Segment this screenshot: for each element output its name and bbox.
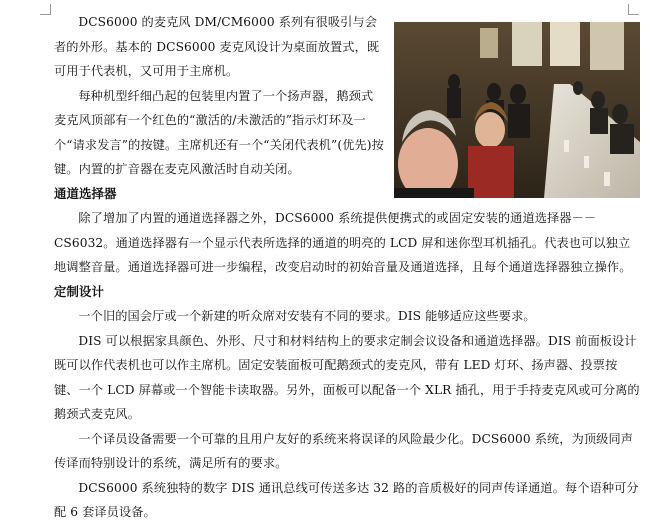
- custom-design-paragraph-3: 一个译员设备需要一个可靠的且用户友好的系统来将误译的风险最少化。DCS6000 系统，为顶级同声传译而特别设计的系统，满足所有的要求。: [54, 431, 634, 470]
- section-heading-channel-selector: 通道选择器: [54, 185, 117, 201]
- custom-design-paragraph-2: DIS 可以根据家具颜色、外形、尺寸和材料结构上的要求定制会议设备和通道选择器。DIS 前面板设计既可以作代表机也可以作主席机。固定安装面板可配鹅颈式的麦克风，带有 LED 灯环、扬声器、投票按键、一个 LCD 屏幕或一个智能卡读取器。另外，面板可以配备一个 XLR 插孔，用于手持麦克风或可分离的鹅颈式麦克风。: [54, 333, 640, 421]
- custom-design-paragraph-1: 一个旧的国会厅或一个新建的听众席对安装有不同的要求。DIS 能够适应这些要求。: [78, 309, 536, 323]
- section-heading-custom-design: 定制设计: [54, 283, 104, 299]
- document-body: [54, 10, 640, 525]
- page-corner-mark-left: [40, 4, 51, 15]
- channel-selector-paragraph: 除了增加了内置的通道选择器之外，DCS6000 系统提供便携式的或固定安装的通道选择器－－CS6032。通道选择器有一个显示代表所选择的通道的明亮的 LCD 屏和迷你型耳机插孔。代表也可以独立地调整音量。通道选择器可进一步编程，改变启动时的初始音量及通道选择，且每个通道选择器独立操作。: [54, 211, 632, 274]
- conference-photo: [394, 22, 640, 198]
- intro-paragraph-1: DCS6000 的麦克风 DM/CM6000 系列有很吸引与会者的外形。基本的 DCS6000 麦克风设计为桌面放置式，既可用于代表机，又可用于主席机。: [54, 15, 380, 78]
- intro-paragraph-2: 每种机型纤细凸起的包装里内置了一个扬声器，鹅颈式麦克风顶部有一个红色的“激活的/未激活的”指示灯环及一个“请求发言”的按键。主席机还有一个“关闭代表机”(优先)按键。内置的扩音器在麦克风激活时自动关闭。: [54, 88, 384, 176]
- custom-design-paragraph-4: DCS6000 系统独特的数字 DIS 通讯总线可传送多达 32 路的音质极好的同声传译通道。每个语种可分配 6 套译员设备。: [54, 480, 639, 519]
